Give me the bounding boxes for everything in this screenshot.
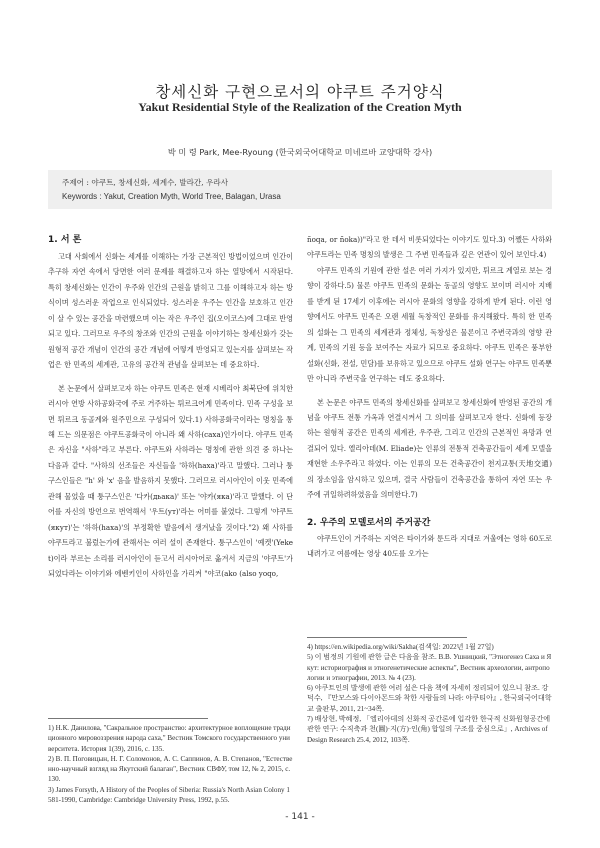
body-paragraph: 고대 사회에서 신화는 세계를 이해하는 가장 근본적인 방법이었으며 인간이 추구하 자연 속에서 당면한 여러 문제를 해결하고자 하는 열망에서 시작된다. 특히 창세신화는 인간이 우주와 인간의 근원을 밝히고 그를 이해하고자 하는 방식이며 성스러운 작업으로 인식되었다. 성스러운 우주는 인간을 보호하고 인간이 살 수 있는 공간을 마련했으며 이는 작은 우주인 집(오이코스)에 그대로 반영되고 있다. 그러므로 우주의 창조와 인간의 근원을 이야기하는 창세신화가 갖는 원형적 공간 개념이 인간의 공간 개념에 어떻게 반영되고 있는지를 살펴보는 작업은 한 민족의 세계관, 고유의 공간적 관념을 살펴보는 데 중요하다. xyxy=(48,252,293,370)
footnote-rule xyxy=(48,718,208,719)
section-heading-introduction: 1. 서 론 xyxy=(48,235,82,245)
page-number: - 141 - xyxy=(285,812,315,822)
paper-title-korean: 창세신화 구현으로서의 야쿠트 주거양식 xyxy=(155,83,445,101)
footnote: 6) 야쿠트인의 발생에 관한 여러 설은 다음 책에 자세히 정리되어 있으니 참조. 강덕수, 『만모스와 다이아몬드와 착한 사람들의 나라: 야쿠티아』, 한국외국어대학교 출판부, 2011, 21~34쪽. xyxy=(307,684,552,713)
keyword-box xyxy=(48,170,552,209)
footnote: 1) Н.К. Данилова, "Сакральное пространство: архитектурное воплощение традиционного мировоззрения народа саха," Вестник Томского государственного университета. История 1(39), 2016, с. 135. xyxy=(48,724,291,753)
paper-title-english: Yakut Residential Style of the Realization of the Creation Myth xyxy=(138,100,462,114)
footnote: 7) 배상현, 박혜정, 「엘리아데의 신화적 공간론에 입각한 한국적 신화원형공간에 관한 연구: 수직축과 천(圓)·지(方)·인(角) 합일의 구조를 중심으로」, Archives of Design Research 25.4, 2012, 103쪽. xyxy=(307,715,551,744)
footnotes-right xyxy=(307,637,552,745)
body-paragraph: 야쿠트인이 거주하는 지역은 타이가와 툰드라 지대로 겨울에는 영하 60도로 내려가고 여름에는 영상 40도를 오가는 xyxy=(307,533,552,559)
body-paragraph: 야쿠트 민족의 기원에 관한 설은 여러 가지가 있지만, 튀르크 계열로 보는 경향이 강하다.5) 물론 야쿠트 민족의 문화는 동골의 영향도 보이며 러시아 지배를 받게 된 17세기 이후에는 러시아 문화의 영향을 강하게 받게 된다. 이런 영향에서도 야쿠트 민족은 오랜 세월 독창적인 문화를 유지해왔다. 특히 한 민족의 설화는 그 민족의 세계관과 정체성, 독창성은 물론이고 주변국과의 영향 관계, 민족의 기원 등을 보여주는 자료가 되므로 중요하다. 야쿠트 민족은 풍부한 설화(신화, 전설, 민담)를 보유하고 있으므로 야쿠트 설화 연구는 야쿠트 민족뿐만 아니라 주변국을 연구하는 데도 중요하다. xyxy=(307,265,552,384)
footnote: 2) В. П. Поговицын, Н. Г. Соломонов, А. С. Саппинов, А. В. Степанов, "Естественно-научный взгляд на Якутский балаган", Вестник СВФУ, том 12, № 2, 2015, c. 130. xyxy=(48,754,293,784)
footnote: 3) James Forsyth, A History of the Peoples of Siberia: Russia's North Asian Colony 1581-1990, Cambridge: Cambridge University Press, 1992, p.55. xyxy=(48,785,290,805)
footnote: 4) https://en.wikipedia.org/wiki/Sakha(검색일: 2022년 1월 27일) xyxy=(307,643,494,651)
footnote-rule xyxy=(307,637,467,638)
footnote: 5) 이 범정의 기원에 관한 글은 다음을 참조. В.В. Ушницкий, "Этногенез Саха и Якут: историография и этногенетические аспекты", Вестник археологии, антропологии и этнографии, 2013. № 4 (23). xyxy=(307,653,552,682)
body-paragraph: 본 논문에서 살펴보고자 하는 야쿠트 민족은 현재 시베리아 최북단에 위치한 러시아 연방 사하공화국에 주로 거주하는 튀르크어계 민족이다. 민족 구성을 보면 튀르크 동골계와 원주민으로 구성되어 있다.1) 사하공화국이라는 명칭을 통해 드는 의문점은 야쿠트공화국이 아니라 왜 사하(саха)인가이다. 야쿠트 민족은 자신을 "사하"라고 부른다. 야쿠트와 사하라는 명칭에 관한 의견 중 하나는 다음과 같다. "사하의 선조들은 자신들을 '하하(haxa)'라고 말했다. 그러나 퉁구스인들은 "h' 와 'x' 음을 발음하지 못했다. 그러므로 러시아인이 이웃 민족에 관해 물었을 때 퉁구스인은 '다카(дьака)' 또는 '야카(яка)'라고 말했다. 이 단어를 자신의 방언으로 번역해서 '우트(ут)'라는 어미를 붙였다. 그렇게 '야쿠트(якут)'는 '하하(haxa)'의 부정확한 발음에서 생겨났을 것이다."2) 왜 사하를 야쿠트라고 불렀는가에 관해서는 여러 설이 존재한다. 퉁구스인이 '예켓'(Yeket)이라 부르는 소리를 러시아인이 듣고서 러시아어로 옮겨서 지금의 '야쿠트'가 되었다라는 이야기와 에벤키인이 사하인을 가리켜 "야코(ako (also yoqo, xyxy=(48,383,293,579)
keywords-english: Keywords : Yakut, Creation Myth, World Tree, Balagan, Urasa xyxy=(62,192,281,201)
author-line: 박 미 령 Park, Mee-Ryoung (한국외국어대학교 미네르바 교양대학 강사) xyxy=(167,147,433,157)
right-column xyxy=(307,232,552,562)
body-paragraph: ñoqa, or ñoka))"라고 한 데서 비롯되었다는 이야기도 있다.3) 어쨌든 사하와 야쿠트라는 민족 명칭의 발생은 그 주변 민족들과 깊은 연관이 있어 보인다.4) xyxy=(307,235,552,260)
keywords-korean: 주제어 : 야쿠트, 창세신화, 세계수, 발라간, 우라사 xyxy=(62,178,229,187)
left-column xyxy=(48,232,293,582)
footnotes-left xyxy=(48,718,293,805)
body-paragraph: 본 논문은 야쿠트 민족의 창세신화를 살펴보고 창세신화에 반영된 공간의 개념을 야쿠트 전통 가옥과 연결시켜서 그 의미를 살펴보고자 한다. 신화에 등장하는 원형적 공간은 민족의 세계관, 우주관, 그리고 인간의 근본적인 욕망과 연결되어 있다. 엘리아데(M. Eliade)는 인류의 전통적 건축공간들이 세계 모델을 재현한 소우주라고 하였다. 이는 인류의 모든 건축공간이 천지교통(天地交通)의 장소임을 암시하고 있으며, 결국 사람들이 건축공간을 통하여 자연 또는 우주에 귀일하려하였음을 의미한다.7) xyxy=(307,397,552,500)
section-heading-dwelling-space: 2. 우주의 모델로서의 주거공간 xyxy=(307,517,431,528)
